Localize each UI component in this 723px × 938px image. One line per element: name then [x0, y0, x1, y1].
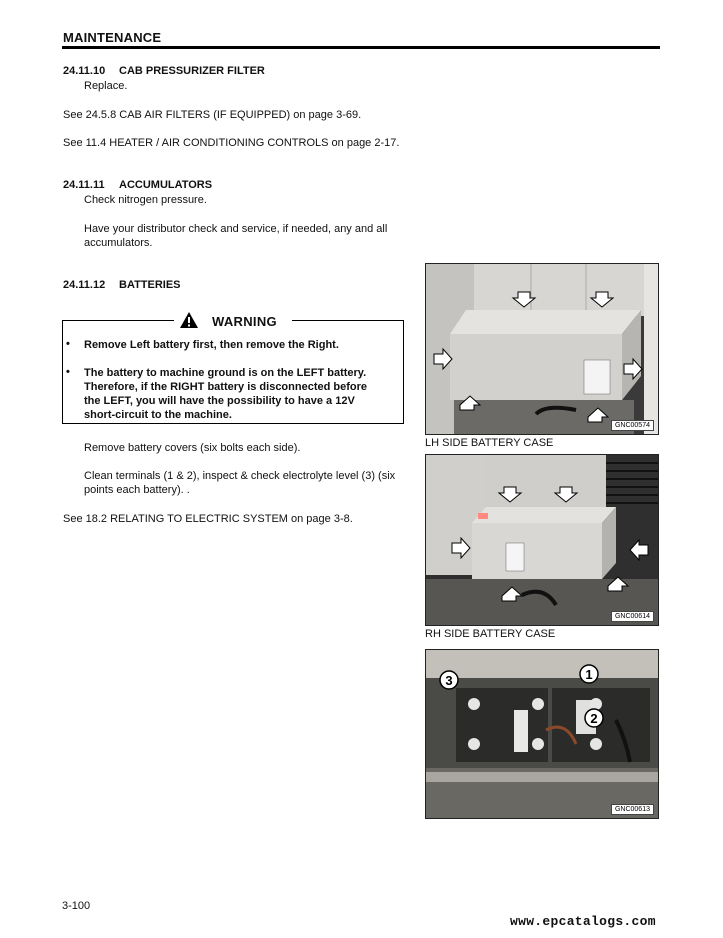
- rh-battery-case-illustration: [426, 455, 659, 626]
- warning-top-rule-left: [62, 320, 174, 321]
- watermark-url: www.epcatalogs.com: [510, 914, 656, 929]
- warning-top-rule-right: [292, 320, 404, 321]
- cab-filter-reference-2: See 11.4 HEATER / AIR CONDITIONING CONTROLS on page 2-17.: [63, 137, 400, 149]
- section-number: 24.11.10: [63, 65, 106, 77]
- figure-code: GNC00613: [611, 804, 654, 815]
- page-header-title: MAINTENANCE: [63, 30, 162, 45]
- figure-caption-rh: RH SIDE BATTERY CASE: [425, 628, 556, 640]
- accumulators-instruction: Check nitrogen pressure.: [84, 194, 207, 206]
- warning-triangle-icon: [180, 312, 198, 328]
- warning-bullet: •: [66, 366, 70, 378]
- section-number: 24.11.11: [63, 179, 105, 191]
- callout-3: [439, 670, 459, 690]
- figure-lh-battery-case-photo: [425, 263, 659, 435]
- warning-item-1: Remove Left battery first, then remove the Right.: [84, 339, 339, 351]
- figure-code: GNC00614: [611, 611, 654, 622]
- battery-terminals-illustration: [426, 650, 659, 819]
- callout-1-label: 1: [585, 667, 593, 682]
- section-title: BATTERIES: [119, 279, 181, 291]
- callout-2-label: 2: [590, 711, 598, 726]
- figure-battery-terminals-photo: [425, 649, 659, 819]
- battery-electric-reference: See 18.2 RELATING TO ELECTRIC SYSTEM on page 3-8.: [63, 513, 353, 525]
- warning-item-2-line-4: short-circuit to the machine.: [84, 409, 232, 421]
- figure-caption-lh: LH SIDE BATTERY CASE: [425, 437, 554, 449]
- cab-filter-instruction: Replace.: [84, 80, 128, 92]
- section-title: CAB PRESSURIZER FILTER: [119, 65, 265, 77]
- warning-item-2-line-1: The battery to machine ground is on the LEFT battery.: [84, 367, 367, 379]
- figure-rh-battery-case-photo: [425, 454, 659, 626]
- page-number: 3-100: [62, 900, 91, 912]
- callout-2: [584, 708, 604, 728]
- section-number: 24.11.12: [63, 279, 106, 291]
- callout-3-label: 3: [445, 673, 453, 688]
- cab-filter-reference-1: See 24.5.8 CAB AIR FILTERS (IF EQUIPPED) on page 3-69.: [63, 109, 362, 121]
- accumulators-service-line-1: Have your distributor check and service, if needed, any and all: [84, 223, 388, 235]
- figure-code: GNC00574: [611, 420, 654, 431]
- battery-step-clean-line-1: Clean terminals (1 & 2), inspect & check electrolyte level (3) (six: [84, 470, 396, 482]
- section-heading-accumulators: [63, 179, 212, 191]
- lh-battery-case-illustration: [426, 264, 659, 435]
- warning-item-2-line-2: Therefore, if the RIGHT battery is disconnected before: [84, 381, 367, 393]
- section-title: ACCUMULATORS: [119, 179, 213, 191]
- section-heading-batteries: [63, 279, 181, 291]
- battery-step-clean-line-2: points each battery). .: [84, 484, 190, 496]
- warning-item-2-line-3: the LEFT, you will have the possibility to have a 12V: [84, 395, 355, 407]
- warning-title: [180, 312, 277, 329]
- warning-bullet: •: [66, 338, 70, 350]
- warning-title-text: WARNING: [212, 314, 277, 329]
- header-rule: [62, 46, 660, 49]
- battery-step-remove-covers: Remove battery covers (six bolts each side).: [84, 442, 301, 454]
- callout-1: [579, 664, 599, 684]
- accumulators-service-line-2: accumulators.: [84, 237, 153, 249]
- section-heading-cab-filter: [63, 65, 265, 77]
